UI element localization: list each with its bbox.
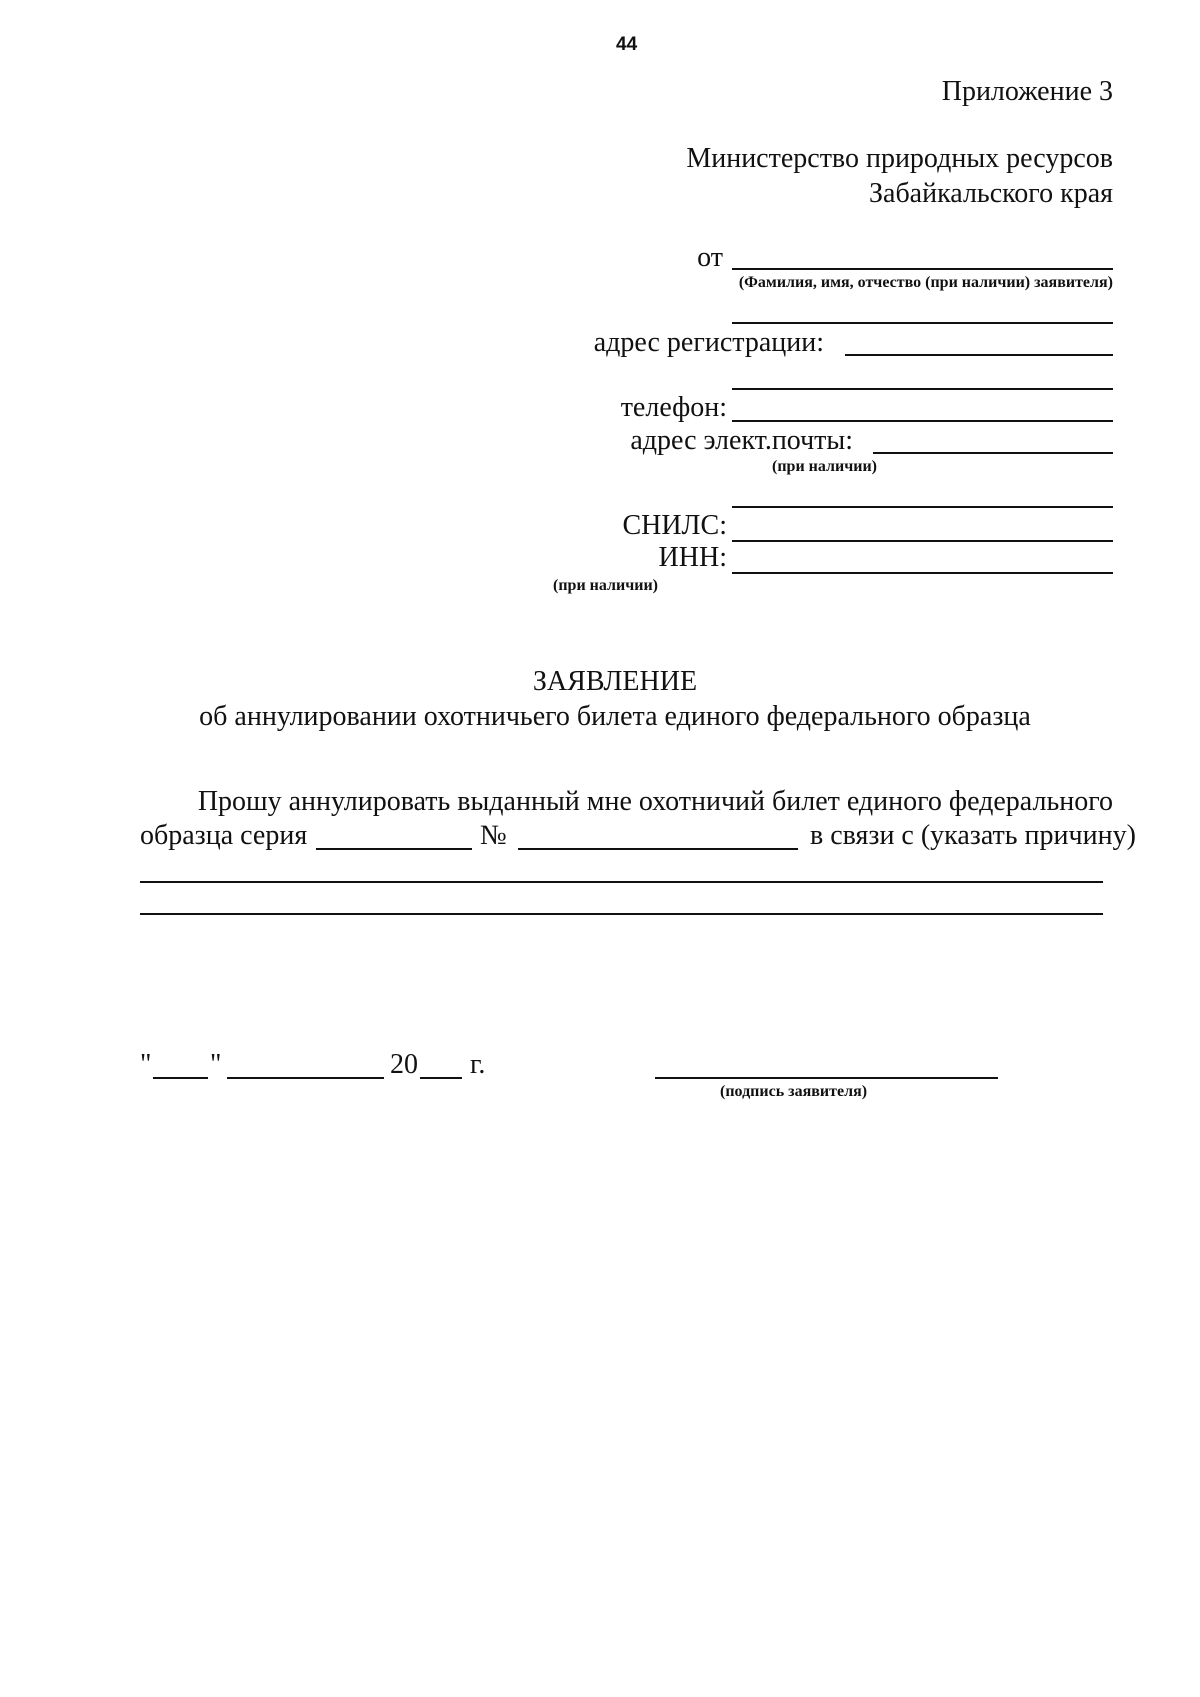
inn-label: ИНН: bbox=[658, 542, 727, 573]
registration-address-field[interactable] bbox=[845, 354, 1113, 356]
email-field[interactable] bbox=[873, 452, 1113, 454]
phone-label: телефон: bbox=[620, 392, 727, 423]
from-name-field-2[interactable] bbox=[732, 322, 1113, 324]
page-number: 44 bbox=[616, 34, 638, 55]
email-caption: (при наличии) bbox=[772, 458, 878, 475]
series-field[interactable] bbox=[316, 848, 472, 850]
email-label: адрес элект.почты: bbox=[630, 425, 853, 456]
signature-caption: (подпись заявителя) bbox=[720, 1083, 868, 1100]
inn-caption: (при наличии) bbox=[553, 577, 659, 594]
phone-field[interactable] bbox=[732, 420, 1113, 422]
number-label: № bbox=[480, 820, 507, 851]
reason-field-2[interactable] bbox=[140, 913, 1103, 915]
addressee-line-1: Министерство природных ресурсов bbox=[686, 143, 1113, 174]
addressee-line-2: Забайкальского края bbox=[868, 178, 1113, 209]
from-label: от bbox=[697, 242, 723, 273]
date-day-field[interactable] bbox=[153, 1077, 208, 1079]
number-field[interactable] bbox=[518, 848, 798, 850]
reason-text: в связи с bbox=[810, 820, 914, 851]
date-quote-open: " bbox=[140, 1049, 152, 1080]
snils-label: СНИЛС: bbox=[622, 510, 727, 541]
date-quote-close: " bbox=[210, 1049, 222, 1080]
date-year-suffix: г. bbox=[470, 1049, 486, 1080]
snils-field[interactable] bbox=[732, 540, 1113, 542]
reason-label bbox=[810, 820, 1136, 852]
date-year-prefix: 20 bbox=[390, 1049, 418, 1080]
reason-hint: (указать причину) bbox=[920, 820, 1136, 851]
email-field-2[interactable] bbox=[732, 506, 1113, 508]
appendix-label: Приложение 3 bbox=[941, 76, 1113, 107]
series-label: образца серия bbox=[140, 820, 308, 851]
registration-address-field-2[interactable] bbox=[732, 388, 1113, 390]
date-month-field[interactable] bbox=[227, 1077, 384, 1079]
document-subtitle: об аннулировании охотничьего билета единого федерального образца bbox=[199, 701, 1031, 732]
registration-address-label: адрес регистрации: bbox=[593, 327, 824, 358]
from-name-field[interactable] bbox=[732, 268, 1113, 270]
inn-field[interactable] bbox=[732, 572, 1113, 574]
request-line-1: Прошу аннулировать выданный мне охотничий билет единого федерального bbox=[197, 786, 1113, 817]
date-year-field[interactable] bbox=[420, 1077, 462, 1079]
reason-field-1[interactable] bbox=[140, 881, 1103, 883]
document-title: ЗАЯВЛЕНИЕ bbox=[532, 666, 698, 697]
signature-field[interactable] bbox=[655, 1077, 998, 1079]
from-caption: (Фамилия, имя, отчество (при наличии) заявителя) bbox=[738, 274, 1113, 291]
